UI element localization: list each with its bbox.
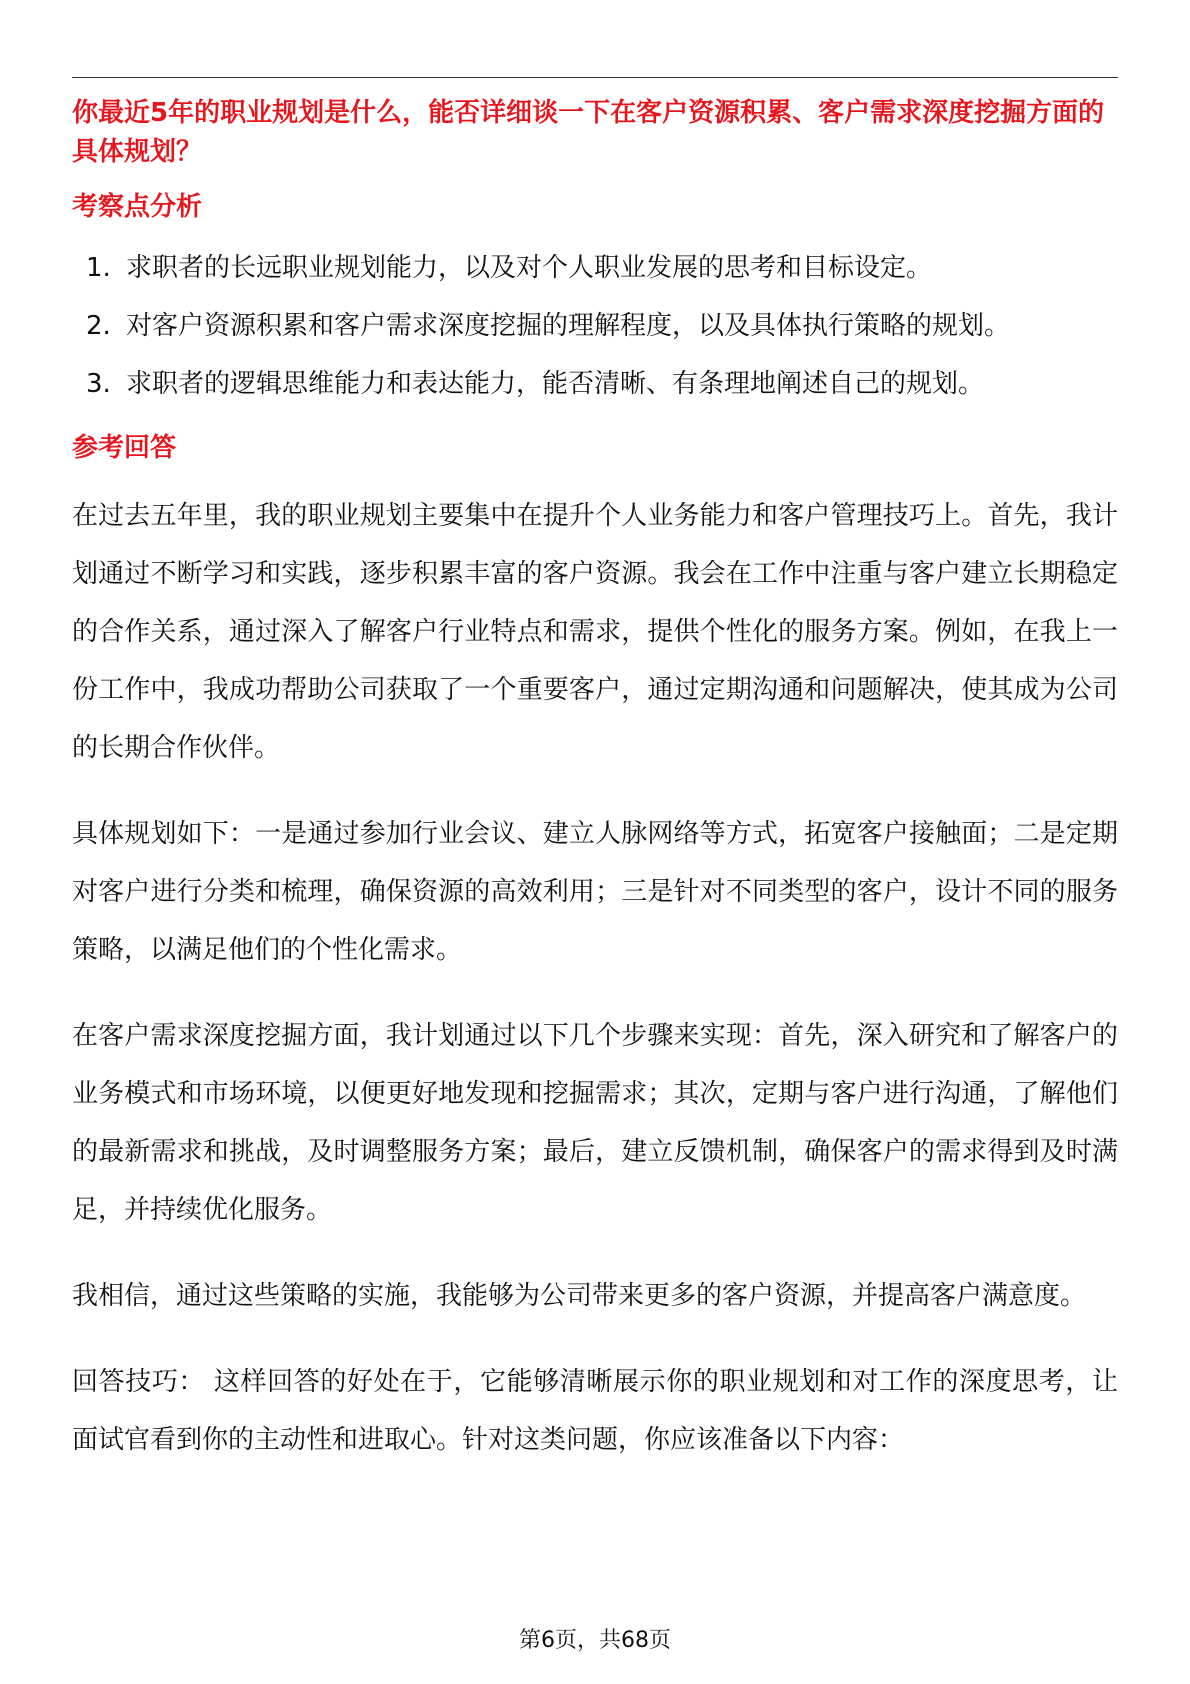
answer-heading: 参考回答 xyxy=(72,433,177,463)
answer-paragraph: 具体规划如下：一是通过参加行业会议、建立人脉网络等方式，拓宽客户接触面；二是定期对客户进行分类和梳理，确保资源的高效利用；三是针对不同类型的客户，设计不同的服务策略，以满足他们的个性化需求。 xyxy=(72,819,1118,965)
answer-paragraph: 在过去五年里，我的职业规划主要集中在提升个人业务能力和客户管理技巧上。首先，我计划通过不断学习和实践，逐步积累丰富的客户资源。我会在工作中注重与客户建立长期稳定的合作关系，通过深入了解客户行业特点和需求，提供个性化的服务方案。例如，在我上一份工作中，我成功帮助公司获取了一个重要客户，通过定期沟通和问题解决，使其成为公司的长期合作伙伴。 xyxy=(72,501,1118,763)
page-content xyxy=(72,94,1118,1469)
page-number-footer: 第6页，共68页 xyxy=(519,1628,671,1653)
list-item xyxy=(72,308,1118,344)
list-item-number: 1. xyxy=(86,253,111,283)
top-rule xyxy=(72,77,1118,78)
list-item-number: 3. xyxy=(86,369,111,399)
list-item-text: 对客户资源积累和客户需求深度挖掘的理解程度，以及具体执行策略的规划。 xyxy=(126,311,1011,341)
list-item-number: 2. xyxy=(86,311,111,341)
answer-paragraph: 在客户需求深度挖掘方面，我计划通过以下几个步骤来实现：首先，深入研究和了解客户的业务模式和市场环境，以便更好地发现和挖掘需求；其次，定期与客户进行沟通，了解他们的最新需求和挑战，及时调整服务方案；最后，建立反馈机制，确保客户的需求得到及时满足，并持续优化服务。 xyxy=(72,1021,1118,1225)
list-item xyxy=(72,366,1118,402)
answer-tips-paragraph: 回答技巧： 这样回答的好处在于，它能够清晰展示你的职业规划和对工作的深度思考，让面试官看到你的主动性和进取心。针对这类问题，你应该准备以下内容： xyxy=(72,1367,1118,1455)
answer-paragraph: 我相信，通过这些策略的实施，我能够为公司带来更多的客户资源，并提高客户满意度。 xyxy=(72,1281,1087,1311)
list-item xyxy=(72,250,1118,286)
analysis-list xyxy=(72,250,1118,402)
analysis-heading: 考察点分析 xyxy=(72,192,203,222)
list-item-text: 求职者的逻辑思维能力和表达能力，能否清晰、有条理地阐述自己的规划。 xyxy=(126,369,985,399)
list-item-text: 求职者的长远职业规划能力，以及对个人职业发展的思考和目标设定。 xyxy=(126,253,933,283)
question-title: 你最近5年的职业规划是什么，能否详细谈一下在客户资源积累、客户需求深度挖掘方面的具体规划？ xyxy=(72,98,1105,167)
